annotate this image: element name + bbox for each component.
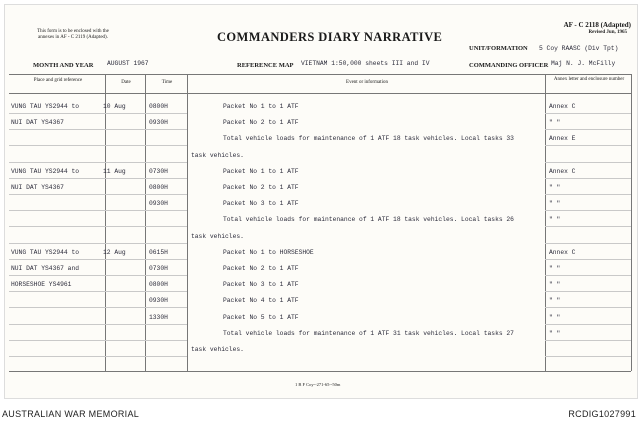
col-divider-2	[145, 74, 146, 371]
cell-place: HORSESHOE YS4961	[11, 281, 72, 288]
row-rule	[9, 340, 187, 341]
cell-annex: " "	[549, 200, 561, 207]
cell-event: Packet No 2 to 1 ATF	[223, 119, 299, 126]
cell-event: Packet No 2 to 1 ATF	[223, 265, 299, 272]
row-rule	[545, 259, 631, 260]
map-label: REFERENCE MAP	[237, 62, 294, 69]
footer-credit: AUSTRALIAN WAR MEMORIAL	[2, 409, 140, 419]
row-rule	[9, 162, 187, 163]
enclose-note-line-1: This form is to be enclosed with the	[37, 29, 109, 34]
cell-event: task vehicles.	[191, 233, 244, 240]
cell-event: Total vehicle loads for maintenance of 1 ATF 18 task vehicles. Local tasks 33	[223, 135, 514, 142]
row-rule	[9, 145, 187, 146]
cell-event: task vehicles.	[191, 152, 244, 159]
cell-time: 0930H	[149, 119, 168, 126]
cell-event: Packet No 3 to 1 ATF	[223, 200, 299, 207]
row-rule	[545, 275, 631, 276]
cell-date: 10 Aug	[103, 103, 126, 110]
cell-event: Total vehicle loads for maintenance of 1 ATF 31 task vehicles. Local tasks 27	[223, 330, 514, 337]
row-rule	[9, 210, 187, 211]
cell-annex: Annex C	[549, 168, 576, 175]
col-header-time: Time	[161, 80, 173, 85]
row-rule	[9, 307, 187, 308]
month-label: MONTH AND YEAR	[33, 62, 94, 69]
header-rule-bottom	[9, 93, 631, 94]
cell-date: 12 Aug	[103, 249, 126, 256]
cell-time: 1330H	[149, 314, 168, 321]
col-divider-5	[631, 74, 632, 371]
row-rule	[545, 324, 631, 325]
page-title: COMMANDERS DIARY NARRATIVE	[217, 30, 443, 44]
row-rule	[9, 194, 187, 195]
cell-place: VUNG TAU YS2944 to	[11, 249, 80, 256]
unit-label: UNIT/FORMATION	[469, 45, 528, 52]
row-rule	[9, 226, 187, 227]
cell-annex: " "	[549, 265, 561, 272]
row-rule	[545, 210, 631, 211]
unit-value: 5 Coy RAASC (Div Tpt)	[539, 45, 619, 52]
map-value: VIETNAM 1:50,000 sheets III and IV	[301, 60, 430, 67]
table-rule-bottom	[9, 371, 631, 372]
row-rule	[545, 243, 631, 244]
month-value: AUGUST 1967	[107, 60, 149, 67]
cell-place: NUI DAT YS4367 and	[11, 265, 80, 272]
cell-event: Packet No 1 to HORSESHOE	[223, 249, 314, 256]
revised-date: Revised Jun, 1965	[588, 30, 627, 35]
cell-time: 0615H	[149, 249, 168, 256]
cell-annex: " "	[549, 297, 561, 304]
cell-place: VUNG TAU YS2944 to	[11, 168, 80, 175]
cell-annex: Annex E	[549, 135, 576, 142]
header-rule-top	[9, 74, 631, 75]
row-rule	[9, 178, 187, 179]
row-rule	[545, 194, 631, 195]
cell-place: NUI DAT YS4367	[11, 119, 64, 126]
cell-event: Packet No 2 to 1 ATF	[223, 184, 299, 191]
cell-time: 0800H	[149, 281, 168, 288]
cell-annex: " "	[549, 281, 561, 288]
row-rule	[9, 129, 187, 130]
col-header-annex: Annex letter and enclosure number	[553, 77, 625, 82]
col-header-place: Place and grid reference	[33, 78, 83, 83]
cell-event: Packet No 5 to 1 ATF	[223, 314, 299, 321]
col-divider-1	[105, 74, 106, 371]
cell-annex: Annex C	[549, 103, 576, 110]
row-rule	[545, 307, 631, 308]
enclose-note	[33, 29, 113, 41]
form-code: AF - C 2118 (Adapted)	[563, 21, 631, 29]
row-rule	[9, 291, 187, 292]
cell-event: Total vehicle loads for maintenance of 1 ATF 18 task vehicles. Local tasks 26	[223, 216, 514, 223]
row-rule	[9, 324, 187, 325]
cell-time: 0930H	[149, 200, 168, 207]
col-divider-4	[545, 74, 546, 371]
cell-event: Packet No 1 to 1 ATF	[223, 168, 299, 175]
cell-place: NUI DAT YS4367	[11, 184, 64, 191]
cell-place: VUNG TAU YS2944 to	[11, 103, 80, 110]
cell-time: 0730H	[149, 168, 168, 175]
row-rule	[545, 178, 631, 179]
enclose-note-line-2: annexes in AF - C 2119 (Adapted).	[38, 35, 108, 40]
cell-event: task vehicles.	[191, 346, 244, 353]
printer-note: 1 B F Coy--271-65--50m	[295, 382, 341, 387]
cell-event: Packet No 4 to 1 ATF	[223, 297, 299, 304]
row-rule	[545, 113, 631, 114]
row-rule	[545, 145, 631, 146]
cell-time: 0800H	[149, 103, 168, 110]
cell-annex: " "	[549, 314, 561, 321]
cell-event: Packet No 3 to 1 ATF	[223, 281, 299, 288]
cell-event: Packet No 1 to 1 ATF	[223, 103, 299, 110]
row-rule	[545, 340, 631, 341]
cell-annex: Annex C	[549, 249, 576, 256]
row-rule	[545, 162, 631, 163]
co-value: Maj N. J. McFilly	[551, 60, 616, 67]
col-header-date: Date	[121, 80, 131, 85]
row-rule	[545, 291, 631, 292]
cell-time: 0930H	[149, 297, 168, 304]
cell-time: 0800H	[149, 184, 168, 191]
cell-annex: " "	[549, 216, 561, 223]
row-rule	[9, 259, 187, 260]
row-rule	[9, 113, 187, 114]
footer-reference: RCDIG1027991	[568, 409, 636, 419]
cell-annex: " "	[549, 330, 561, 337]
cell-annex: " "	[549, 119, 561, 126]
row-rule	[545, 129, 631, 130]
row-rule	[9, 243, 187, 244]
row-rule	[9, 356, 187, 357]
co-label: COMMANDING OFFICER	[469, 62, 549, 69]
col-divider-3	[187, 74, 188, 371]
col-header-event: Event or information	[346, 80, 388, 85]
cell-date: 11 Aug	[103, 168, 126, 175]
row-rule	[545, 226, 631, 227]
diary-sheet	[4, 4, 638, 399]
row-rule	[545, 356, 631, 357]
cell-time: 0730H	[149, 265, 168, 272]
row-rule	[9, 275, 187, 276]
cell-annex: " "	[549, 184, 561, 191]
